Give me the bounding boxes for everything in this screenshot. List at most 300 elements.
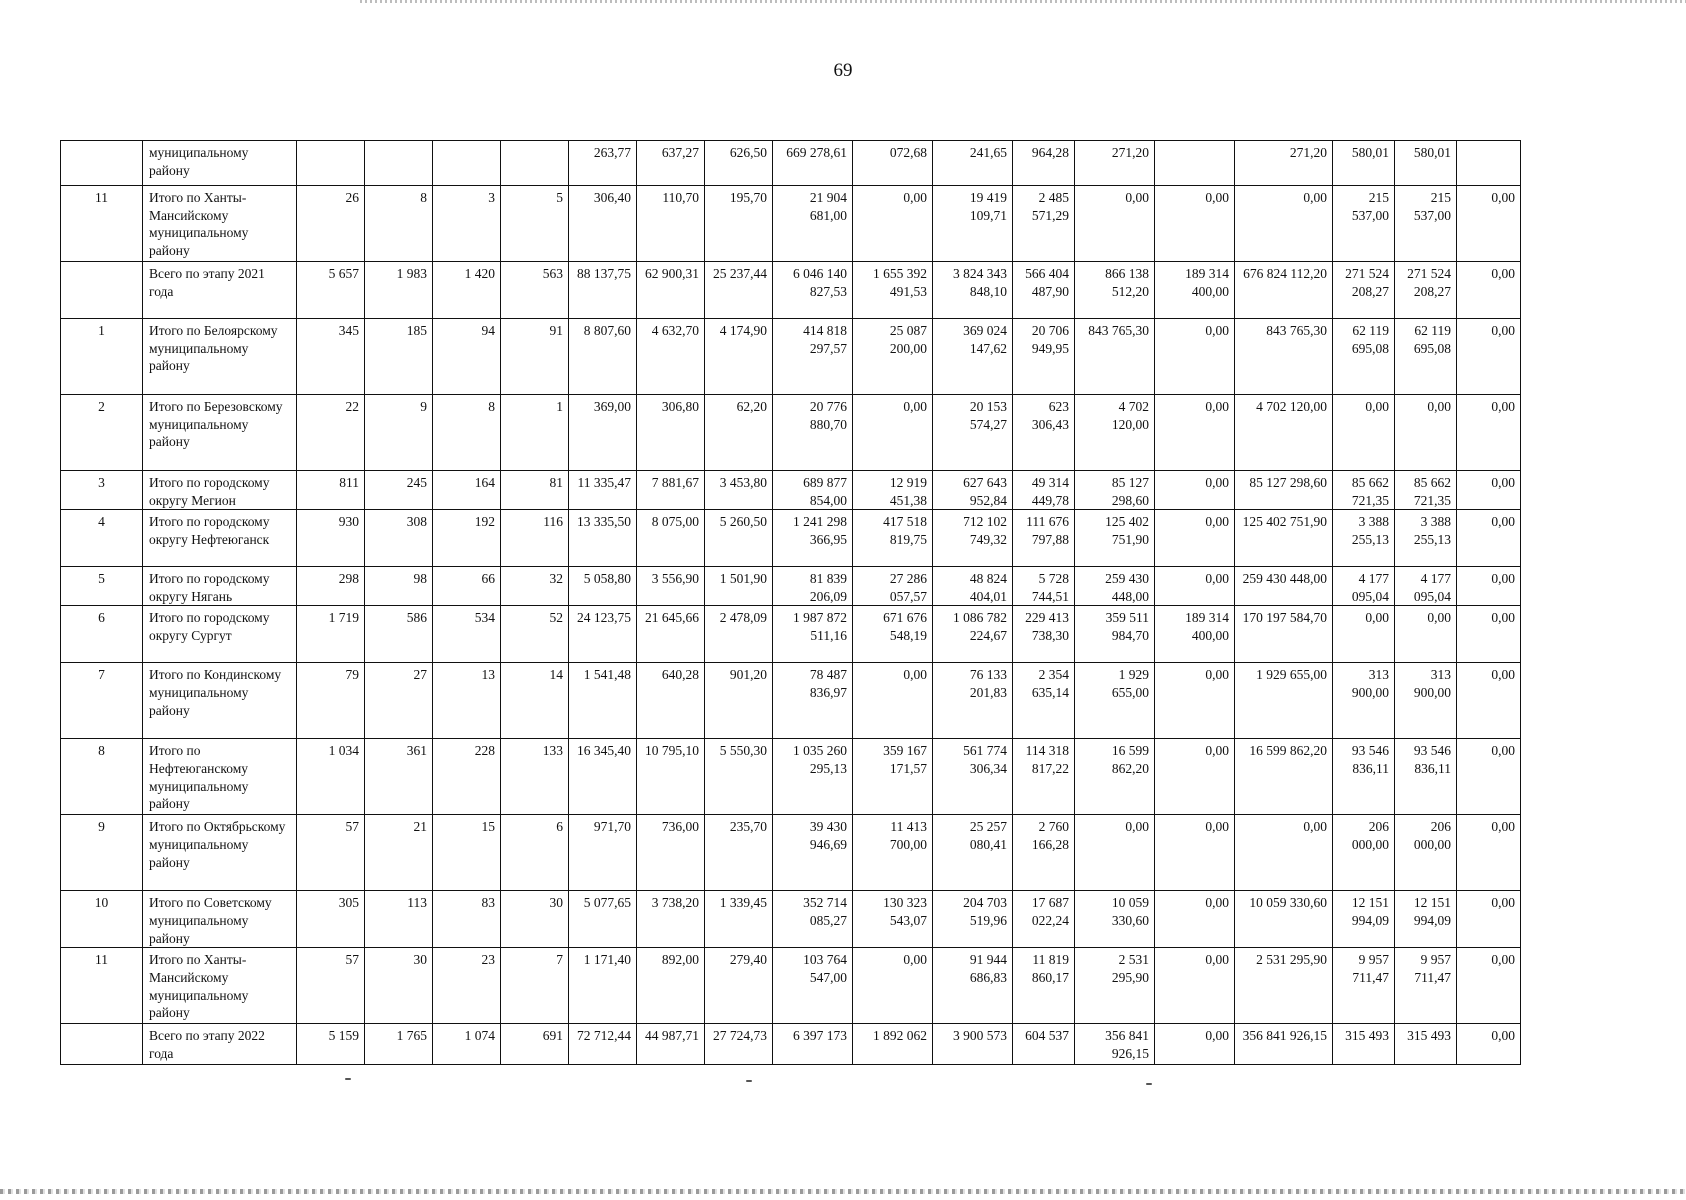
row-number-cell: 9 xyxy=(61,815,143,891)
value-cell: 88 137,75 xyxy=(569,262,637,319)
value-cell: 1 035 260 295,13 xyxy=(773,739,853,815)
value-cell: 4 702 120,00 xyxy=(1235,395,1333,471)
value-cell: 110,70 xyxy=(637,186,705,262)
value-cell: 263,77 xyxy=(569,141,637,186)
value-cell: 586 xyxy=(365,606,433,663)
value-cell: 712 102 749,32 xyxy=(933,510,1013,567)
value-cell: 359 167 171,57 xyxy=(853,739,933,815)
value-cell: 866 138 512,20 xyxy=(1075,262,1155,319)
value-cell: 691 xyxy=(501,1024,569,1065)
value-cell: 3 453,80 xyxy=(705,471,773,510)
value-cell: 1 929 655,00 xyxy=(1235,663,1333,739)
value-cell: 91 xyxy=(501,319,569,395)
value-cell: 85 662 721,35 xyxy=(1395,471,1457,510)
value-cell: 215 537,00 xyxy=(1333,186,1395,262)
value-cell: 12 151 994,09 xyxy=(1333,891,1395,948)
value-cell: 83 xyxy=(433,891,501,948)
value-cell: 306,40 xyxy=(569,186,637,262)
value-cell: 8 xyxy=(433,395,501,471)
value-cell: 195,70 xyxy=(705,186,773,262)
row-name-cell: Итого по Ханты-Мансийскому муниципальному району xyxy=(143,948,297,1024)
value-cell: 1 339,45 xyxy=(705,891,773,948)
value-cell: 271,20 xyxy=(1075,141,1155,186)
value-cell: 0,00 xyxy=(1155,948,1235,1024)
value-cell: 637,27 xyxy=(637,141,705,186)
row-name-cell: Всего по этапу 2021 года xyxy=(143,262,297,319)
row-number-cell: 2 xyxy=(61,395,143,471)
value-cell: 1 765 xyxy=(365,1024,433,1065)
value-cell: 0,00 xyxy=(1155,891,1235,948)
value-cell: 204 703 519,96 xyxy=(933,891,1013,948)
value-cell: 0,00 xyxy=(1155,739,1235,815)
value-cell: 91 944 686,83 xyxy=(933,948,1013,1024)
value-cell: 305 xyxy=(297,891,365,948)
value-cell: 13 335,50 xyxy=(569,510,637,567)
value-cell: 892,00 xyxy=(637,948,705,1024)
row-number-cell xyxy=(61,141,143,186)
value-cell: 241,65 xyxy=(933,141,1013,186)
table-row xyxy=(61,815,1521,891)
value-cell: 3 388 255,13 xyxy=(1333,510,1395,567)
value-cell: 39 430 946,69 xyxy=(773,815,853,891)
value-cell: 164 xyxy=(433,471,501,510)
value-cell: 0,00 xyxy=(853,395,933,471)
value-cell: 11 335,47 xyxy=(569,471,637,510)
value-cell: 20 153 574,27 xyxy=(933,395,1013,471)
value-cell: 072,68 xyxy=(853,141,933,186)
value-cell: 259 430 448,00 xyxy=(1075,567,1155,606)
value-cell: 271,20 xyxy=(1235,141,1333,186)
value-cell: 48 824 404,01 xyxy=(933,567,1013,606)
value-cell: 417 518 819,75 xyxy=(853,510,933,567)
value-cell: 19 419 109,71 xyxy=(933,186,1013,262)
row-number-cell: 4 xyxy=(61,510,143,567)
value-cell: 1 655 392 491,53 xyxy=(853,262,933,319)
value-cell: 0,00 xyxy=(1457,262,1521,319)
value-cell: 0,00 xyxy=(1457,739,1521,815)
value-cell: 352 714 085,27 xyxy=(773,891,853,948)
value-cell: 313 900,00 xyxy=(1395,663,1457,739)
value-cell: 32 xyxy=(501,567,569,606)
value-cell: 10 059 330,60 xyxy=(1235,891,1333,948)
value-cell: 843 765,30 xyxy=(1075,319,1155,395)
value-cell: 93 546 836,11 xyxy=(1395,739,1457,815)
value-cell: 0,00 xyxy=(1333,606,1395,663)
value-cell: 9 xyxy=(365,395,433,471)
value-cell: 3 xyxy=(433,186,501,262)
value-cell: 0,00 xyxy=(1075,186,1155,262)
value-cell: 66 xyxy=(433,567,501,606)
value-cell: 676 824 112,20 xyxy=(1235,262,1333,319)
value-cell: 5 550,30 xyxy=(705,739,773,815)
value-cell: 6 397 173 xyxy=(773,1024,853,1065)
value-cell: 0,00 xyxy=(1395,606,1457,663)
value-cell: 5 728 744,51 xyxy=(1013,567,1075,606)
value-cell: 298 xyxy=(297,567,365,606)
table-row xyxy=(61,262,1521,319)
value-cell: 57 xyxy=(297,815,365,891)
value-cell: 9 957 711,47 xyxy=(1333,948,1395,1024)
value-cell: 27 724,73 xyxy=(705,1024,773,1065)
value-cell: 0,00 xyxy=(1457,815,1521,891)
scan-edge-top xyxy=(360,0,1686,3)
table-row xyxy=(61,1024,1521,1065)
value-cell: 0,00 xyxy=(1457,891,1521,948)
value-cell: 130 323 543,07 xyxy=(853,891,933,948)
value-cell: 5 657 xyxy=(297,262,365,319)
value-cell xyxy=(433,141,501,186)
value-cell: 7 881,67 xyxy=(637,471,705,510)
row-name-cell: Итого по городскому округу Сургут xyxy=(143,606,297,663)
value-cell: 811 xyxy=(297,471,365,510)
value-cell: 21 xyxy=(365,815,433,891)
value-cell: 5 058,80 xyxy=(569,567,637,606)
table-row xyxy=(61,948,1521,1024)
value-cell: 113 xyxy=(365,891,433,948)
value-cell: 356 841 926,15 xyxy=(1235,1024,1333,1065)
value-cell: 1 541,48 xyxy=(569,663,637,739)
value-cell xyxy=(365,141,433,186)
value-cell: 16 599 862,20 xyxy=(1075,739,1155,815)
value-cell: 0,00 xyxy=(1155,815,1235,891)
value-cell: 0,00 xyxy=(1155,186,1235,262)
value-cell: 25 257 080,41 xyxy=(933,815,1013,891)
row-number-cell: 10 xyxy=(61,891,143,948)
value-cell: 1 929 655,00 xyxy=(1075,663,1155,739)
value-cell: 206 000,00 xyxy=(1395,815,1457,891)
value-cell: 10 795,10 xyxy=(637,739,705,815)
row-name-cell: Итого по Белоярскому муниципальному району xyxy=(143,319,297,395)
value-cell: 12 151 994,09 xyxy=(1395,891,1457,948)
value-cell: 0,00 xyxy=(1155,663,1235,739)
row-name-cell: Всего по этапу 2022 года xyxy=(143,1024,297,1065)
value-cell: 0,00 xyxy=(1457,319,1521,395)
row-number-cell xyxy=(61,1024,143,1065)
value-cell: 361 xyxy=(365,739,433,815)
scan-speck xyxy=(746,1080,752,1082)
table-row xyxy=(61,395,1521,471)
value-cell: 8 807,60 xyxy=(569,319,637,395)
value-cell: 20 706 949,95 xyxy=(1013,319,1075,395)
table-row xyxy=(61,567,1521,606)
value-cell: 5 077,65 xyxy=(569,891,637,948)
value-cell: 185 xyxy=(365,319,433,395)
row-name-cell: муниципальному району xyxy=(143,141,297,186)
value-cell: 580,01 xyxy=(1395,141,1457,186)
value-cell: 52 xyxy=(501,606,569,663)
value-cell: 235,70 xyxy=(705,815,773,891)
row-number-cell: 5 xyxy=(61,567,143,606)
value-cell xyxy=(1457,141,1521,186)
value-cell: 0,00 xyxy=(1155,471,1235,510)
value-cell: 971,70 xyxy=(569,815,637,891)
value-cell: 689 877 854,00 xyxy=(773,471,853,510)
value-cell: 9 957 711,47 xyxy=(1395,948,1457,1024)
row-name-cell: Итого по городскому округу Мегион xyxy=(143,471,297,510)
value-cell: 4 702 120,00 xyxy=(1075,395,1155,471)
value-cell: 1 892 062 xyxy=(853,1024,933,1065)
value-cell: 62 119 695,08 xyxy=(1333,319,1395,395)
value-cell: 27 xyxy=(365,663,433,739)
value-cell: 94 xyxy=(433,319,501,395)
value-cell: 13 xyxy=(433,663,501,739)
value-cell: 206 000,00 xyxy=(1333,815,1395,891)
value-cell: 604 537 xyxy=(1013,1024,1075,1065)
table-row xyxy=(61,471,1521,510)
value-cell: 1 420 xyxy=(433,262,501,319)
value-cell: 3 900 573 xyxy=(933,1024,1013,1065)
value-cell xyxy=(1155,141,1235,186)
value-cell: 414 818 297,57 xyxy=(773,319,853,395)
value-cell: 57 xyxy=(297,948,365,1024)
value-cell: 98 xyxy=(365,567,433,606)
value-cell: 623 306,43 xyxy=(1013,395,1075,471)
value-cell: 901,20 xyxy=(705,663,773,739)
row-number-cell: 6 xyxy=(61,606,143,663)
value-cell: 1 241 298 366,95 xyxy=(773,510,853,567)
value-cell: 21 645,66 xyxy=(637,606,705,663)
value-cell: 8 xyxy=(365,186,433,262)
value-cell: 30 xyxy=(501,891,569,948)
value-cell: 22 xyxy=(297,395,365,471)
value-cell: 0,00 xyxy=(1457,1024,1521,1065)
value-cell: 11 413 700,00 xyxy=(853,815,933,891)
data-table xyxy=(60,140,1521,1065)
value-cell: 0,00 xyxy=(1333,395,1395,471)
value-cell: 279,40 xyxy=(705,948,773,1024)
value-cell: 62 119 695,08 xyxy=(1395,319,1457,395)
value-cell: 0,00 xyxy=(853,186,933,262)
row-number-cell: 7 xyxy=(61,663,143,739)
value-cell: 14 xyxy=(501,663,569,739)
value-cell: 0,00 xyxy=(853,663,933,739)
value-cell: 306,80 xyxy=(637,395,705,471)
value-cell: 81 839 206,09 xyxy=(773,567,853,606)
value-cell: 315 493 xyxy=(1395,1024,1457,1065)
value-cell: 566 404 487,90 xyxy=(1013,262,1075,319)
value-cell: 1 501,90 xyxy=(705,567,773,606)
value-cell: 125 402 751,90 xyxy=(1075,510,1155,567)
value-cell: 192 xyxy=(433,510,501,567)
value-cell: 20 776 880,70 xyxy=(773,395,853,471)
row-name-cell: Итого по Октябрьскому муниципальному району xyxy=(143,815,297,891)
value-cell: 0,00 xyxy=(1457,948,1521,1024)
value-cell xyxy=(501,141,569,186)
value-cell: 228 xyxy=(433,739,501,815)
value-cell xyxy=(297,141,365,186)
value-cell: 1 987 872 511,16 xyxy=(773,606,853,663)
value-cell: 16 345,40 xyxy=(569,739,637,815)
value-cell: 359 511 984,70 xyxy=(1075,606,1155,663)
value-cell: 843 765,30 xyxy=(1235,319,1333,395)
value-cell: 345 xyxy=(297,319,365,395)
row-number-cell: 8 xyxy=(61,739,143,815)
value-cell: 0,00 xyxy=(1457,471,1521,510)
value-cell: 85 127 298,60 xyxy=(1075,471,1155,510)
value-cell: 17 687 022,24 xyxy=(1013,891,1075,948)
value-cell: 0,00 xyxy=(1395,395,1457,471)
value-cell: 10 059 330,60 xyxy=(1075,891,1155,948)
value-cell: 215 537,00 xyxy=(1395,186,1457,262)
table-row xyxy=(61,663,1521,739)
row-name-cell: Итого по Кондинскому муниципальному району xyxy=(143,663,297,739)
value-cell: 26 xyxy=(297,186,365,262)
value-cell: 313 900,00 xyxy=(1333,663,1395,739)
value-cell: 6 046 140 827,53 xyxy=(773,262,853,319)
value-cell: 0,00 xyxy=(1457,186,1521,262)
value-cell: 1 034 xyxy=(297,739,365,815)
value-cell: 369,00 xyxy=(569,395,637,471)
value-cell: 356 841 926,15 xyxy=(1075,1024,1155,1065)
table-row xyxy=(61,141,1521,186)
table-row xyxy=(61,606,1521,663)
value-cell: 85 127 298,60 xyxy=(1235,471,1333,510)
value-cell: 5 159 xyxy=(297,1024,365,1065)
value-cell: 627 643 952,84 xyxy=(933,471,1013,510)
value-cell: 76 133 201,83 xyxy=(933,663,1013,739)
value-cell: 271 524 208,27 xyxy=(1395,262,1457,319)
value-cell: 62,20 xyxy=(705,395,773,471)
value-cell: 640,28 xyxy=(637,663,705,739)
value-cell: 27 286 057,57 xyxy=(853,567,933,606)
row-name-cell: Итого по городскому округу Нефтеюганск xyxy=(143,510,297,567)
value-cell: 2 485 571,29 xyxy=(1013,186,1075,262)
row-name-cell: Итого по Нефтеюганскому муниципальному району xyxy=(143,739,297,815)
table-row xyxy=(61,510,1521,567)
value-cell: 930 xyxy=(297,510,365,567)
value-cell: 11 819 860,17 xyxy=(1013,948,1075,1024)
table-row xyxy=(61,186,1521,262)
value-cell: 0,00 xyxy=(1155,510,1235,567)
row-name-cell: Итого по Советскому муниципальному району xyxy=(143,891,297,948)
value-cell: 308 xyxy=(365,510,433,567)
value-cell: 25 237,44 xyxy=(705,262,773,319)
value-cell: 170 197 584,70 xyxy=(1235,606,1333,663)
value-cell: 85 662 721,35 xyxy=(1333,471,1395,510)
value-cell: 189 314 400,00 xyxy=(1155,262,1235,319)
value-cell: 259 430 448,00 xyxy=(1235,567,1333,606)
value-cell: 1 171,40 xyxy=(569,948,637,1024)
value-cell: 23 xyxy=(433,948,501,1024)
value-cell: 44 987,71 xyxy=(637,1024,705,1065)
value-cell: 133 xyxy=(501,739,569,815)
table-body xyxy=(61,141,1521,1065)
value-cell: 79 xyxy=(297,663,365,739)
scan-edge-bottom xyxy=(0,1189,1686,1194)
value-cell: 580,01 xyxy=(1333,141,1395,186)
value-cell: 271 524 208,27 xyxy=(1333,262,1395,319)
value-cell: 0,00 xyxy=(1155,319,1235,395)
value-cell: 49 314 449,78 xyxy=(1013,471,1075,510)
value-cell: 964,28 xyxy=(1013,141,1075,186)
value-cell: 3 556,90 xyxy=(637,567,705,606)
value-cell: 626,50 xyxy=(705,141,773,186)
value-cell: 0,00 xyxy=(1457,606,1521,663)
value-cell: 12 919 451,38 xyxy=(853,471,933,510)
value-cell: 116 xyxy=(501,510,569,567)
value-cell: 2 531 295,90 xyxy=(1235,948,1333,1024)
value-cell: 2 478,09 xyxy=(705,606,773,663)
value-cell: 0,00 xyxy=(1235,186,1333,262)
value-cell: 62 900,31 xyxy=(637,262,705,319)
value-cell: 3 824 343 848,10 xyxy=(933,262,1013,319)
value-cell: 534 xyxy=(433,606,501,663)
value-cell: 0,00 xyxy=(1457,567,1521,606)
scan-speck xyxy=(1146,1083,1152,1085)
value-cell: 4 174,90 xyxy=(705,319,773,395)
value-cell: 0,00 xyxy=(1155,1024,1235,1065)
value-cell: 1 074 xyxy=(433,1024,501,1065)
row-number-cell: 11 xyxy=(61,186,143,262)
value-cell: 1 719 xyxy=(297,606,365,663)
value-cell: 369 024 147,62 xyxy=(933,319,1013,395)
scan-speck xyxy=(345,1078,351,1080)
value-cell: 72 712,44 xyxy=(569,1024,637,1065)
value-cell: 21 904 681,00 xyxy=(773,186,853,262)
row-number-cell: 11 xyxy=(61,948,143,1024)
value-cell: 0,00 xyxy=(1457,510,1521,567)
row-name-cell: Итого по Ханты-Мансийскому муниципальному району xyxy=(143,186,297,262)
value-cell: 4 177 095,04 xyxy=(1333,567,1395,606)
value-cell: 24 123,75 xyxy=(569,606,637,663)
value-cell: 7 xyxy=(501,948,569,1024)
value-cell: 0,00 xyxy=(1075,815,1155,891)
page-number: 69 xyxy=(833,60,853,81)
value-cell: 1 086 782 224,67 xyxy=(933,606,1013,663)
value-cell: 5 xyxy=(501,186,569,262)
value-cell: 16 599 862,20 xyxy=(1235,739,1333,815)
value-cell: 125 402 751,90 xyxy=(1235,510,1333,567)
value-cell: 2 354 635,14 xyxy=(1013,663,1075,739)
value-cell: 1 xyxy=(501,395,569,471)
value-cell: 1 983 xyxy=(365,262,433,319)
value-cell: 0,00 xyxy=(1457,395,1521,471)
value-cell: 0,00 xyxy=(853,948,933,1024)
value-cell: 229 413 738,30 xyxy=(1013,606,1075,663)
value-cell: 315 493 xyxy=(1333,1024,1395,1065)
value-cell: 0,00 xyxy=(1155,395,1235,471)
value-cell: 2 531 295,90 xyxy=(1075,948,1155,1024)
value-cell: 30 xyxy=(365,948,433,1024)
value-cell: 103 764 547,00 xyxy=(773,948,853,1024)
value-cell: 6 xyxy=(501,815,569,891)
value-cell: 0,00 xyxy=(1457,663,1521,739)
value-cell: 669 278,61 xyxy=(773,141,853,186)
value-cell: 4 177 095,04 xyxy=(1395,567,1457,606)
value-cell: 3 388 255,13 xyxy=(1395,510,1457,567)
value-cell: 2 760 166,28 xyxy=(1013,815,1075,891)
value-cell: 93 546 836,11 xyxy=(1333,739,1395,815)
value-cell: 671 676 548,19 xyxy=(853,606,933,663)
row-name-cell: Итого по Березовскому муниципальному району xyxy=(143,395,297,471)
value-cell: 189 314 400,00 xyxy=(1155,606,1235,663)
value-cell: 4 632,70 xyxy=(637,319,705,395)
row-number-cell xyxy=(61,262,143,319)
value-cell: 563 xyxy=(501,262,569,319)
value-cell: 8 075,00 xyxy=(637,510,705,567)
value-cell: 5 260,50 xyxy=(705,510,773,567)
row-name-cell: Итого по городскому округу Нягань xyxy=(143,567,297,606)
value-cell: 245 xyxy=(365,471,433,510)
value-cell: 3 738,20 xyxy=(637,891,705,948)
value-cell: 78 487 836,97 xyxy=(773,663,853,739)
table-row xyxy=(61,891,1521,948)
value-cell: 736,00 xyxy=(637,815,705,891)
value-cell: 0,00 xyxy=(1235,815,1333,891)
value-cell: 81 xyxy=(501,471,569,510)
value-cell: 0,00 xyxy=(1155,567,1235,606)
value-cell: 111 676 797,88 xyxy=(1013,510,1075,567)
